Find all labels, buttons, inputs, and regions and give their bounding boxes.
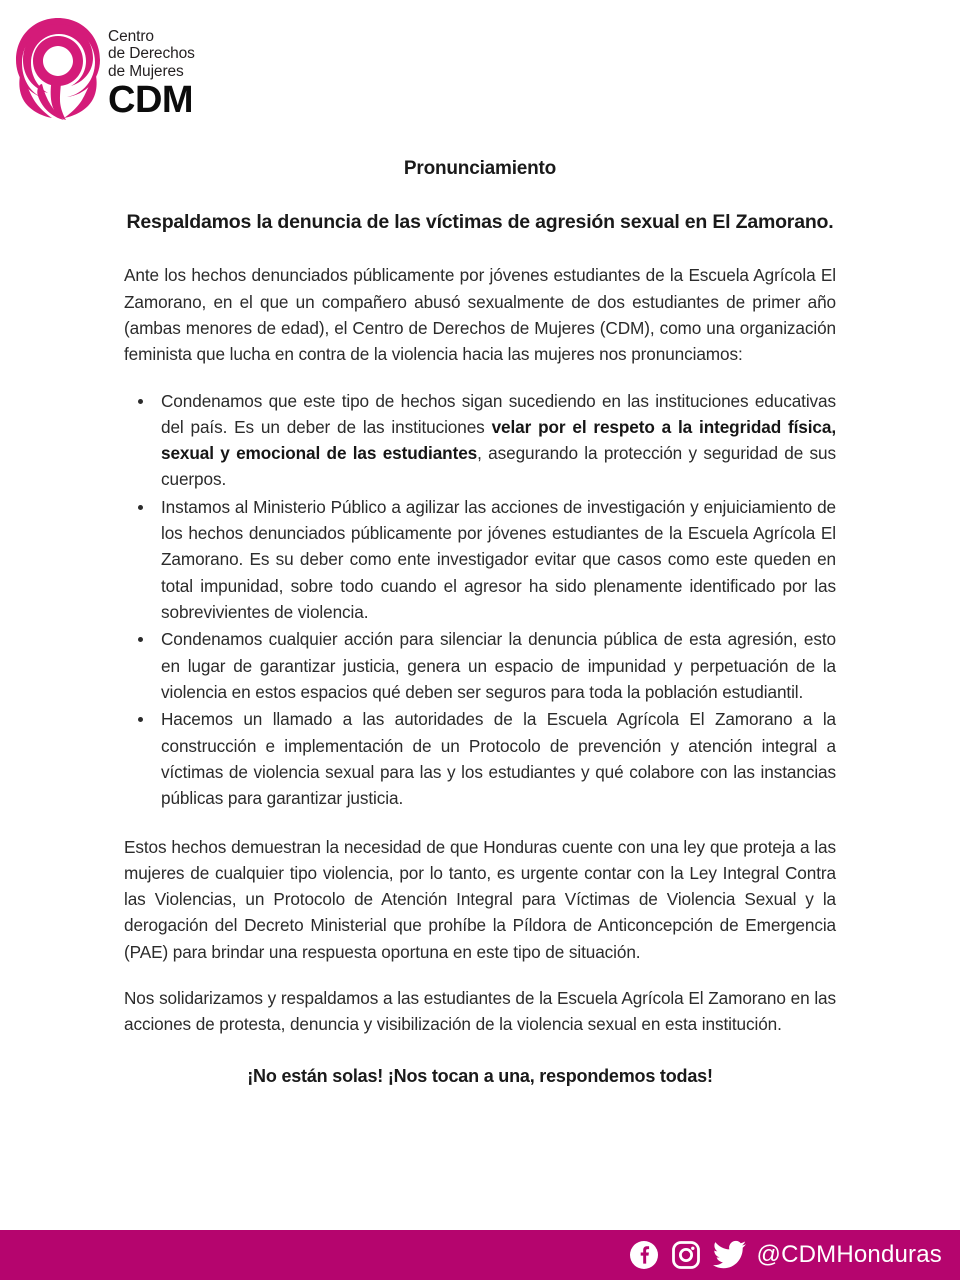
list-item-text-part1: Condenamos cualquier acción para silenciar la denuncia pública de esta agresión, esto en lugar de garantizar justicia, genera un espacio de impunidad y perpetuación de la violencia en estos espacios qué deben ser seguros para toda la población estudiantil. (161, 629, 836, 702)
cdm-logo-wordmark (108, 14, 195, 122)
list-item (124, 626, 836, 705)
social-handle[interactable]: @CDMHonduras (756, 1241, 942, 1268)
logo-acronym: CDM (108, 79, 194, 122)
list-item (124, 706, 836, 811)
intro-paragraph: Ante los hechos denunciados públicamente por jóvenes estudiantes de la Escuela Agrícola El Zamorano, en el que un compañero abusó sexualmente de dos estudiantes de primer año (ambas menores de edad), el Centro de Derechos de Mujeres (CDM), como una organización feminista que lucha en contra de la violencia hacia las mujeres nos pronunciamos: (124, 265, 836, 365)
list-item-text-part2: , asegurando la protección y seguridad de sus cuerpos. (161, 443, 836, 490)
logo-line-2: de Derechos (108, 45, 195, 63)
slogan: ¡No están solas! ¡Nos tocan a una, respondemos todas! (247, 1065, 713, 1086)
page-title: Pronunciamiento (403, 158, 557, 179)
instagram-icon[interactable] (671, 1240, 701, 1270)
cdm-logo-mark (12, 14, 104, 122)
logo-line-1: Centro (108, 28, 154, 45)
list-item (124, 388, 836, 493)
cdm-logo (12, 14, 242, 126)
footer-bar (0, 1230, 960, 1280)
list-item-text-part1: Condenamos que este tipo de hechos sigan sucediendo en las instituciones educativas del país. Es un deber de las instituciones (161, 390, 836, 437)
closing-paragraph-1: Estos hechos demuestran la necesidad de que Honduras cuente con una ley que proteja a las mujeres de cualquier tipo violencia, por lo tanto, es urgente contar con la Ley Integral Contra las Violencias, un Protocolo de Atención Integral para Víctimas de Violencia Sexual y la derogación del Decreto Ministerial que prohíbe la Píldora de Anticoncepción de Emergencia (PAE) para brindar una respuesta oportuna en este tipo de situación. (124, 836, 836, 962)
list-item-text-bold: velar por el respeto a la integridad física, sexual y emocional de las estudiantes (161, 416, 836, 464)
list-item (124, 494, 836, 626)
demands-list (124, 388, 836, 812)
page-subtitle: Respaldamos la denuncia de las víctimas de agresión sexual en El Zamorano. (126, 211, 834, 233)
social-icons-group (629, 1240, 747, 1270)
logo-line-3: de Mujeres (108, 62, 184, 80)
facebook-icon[interactable] (629, 1240, 659, 1270)
document-body (0, 158, 960, 1087)
twitter-icon[interactable] (713, 1240, 747, 1270)
closing-paragraph-2: Nos solidarizamos y respaldamos a las estudiantes de la Escuela Agrícola El Zamorano en las acciones de protesta, denuncia y visibilización de la violencia sexual en esta institución. (124, 988, 836, 1035)
list-item-text-part1: Hacemos un llamado a las autoridades de la Escuela Agrícola El Zamorano a la construcción e implementación de un Protocolo de prevención y atención integral a víctimas de violencia sexual para las y los estudiantes y qué colabore con las instancias públicas para garantizar justicia. (161, 709, 836, 809)
list-item-text-part1: Instamos al Ministerio Público a agilizar las acciones de investigación y enjuiciamiento de los hechos denunciados públicamente por jóvenes estudiantes de la Escuela Agrícola El Zamorano. Es su deber como ente investigador evitar que casos como este queden en total impunidad, sobre todo cuando el agresor ha sido plenamente identificado por las sobrevivientes de violencia. (161, 496, 836, 623)
